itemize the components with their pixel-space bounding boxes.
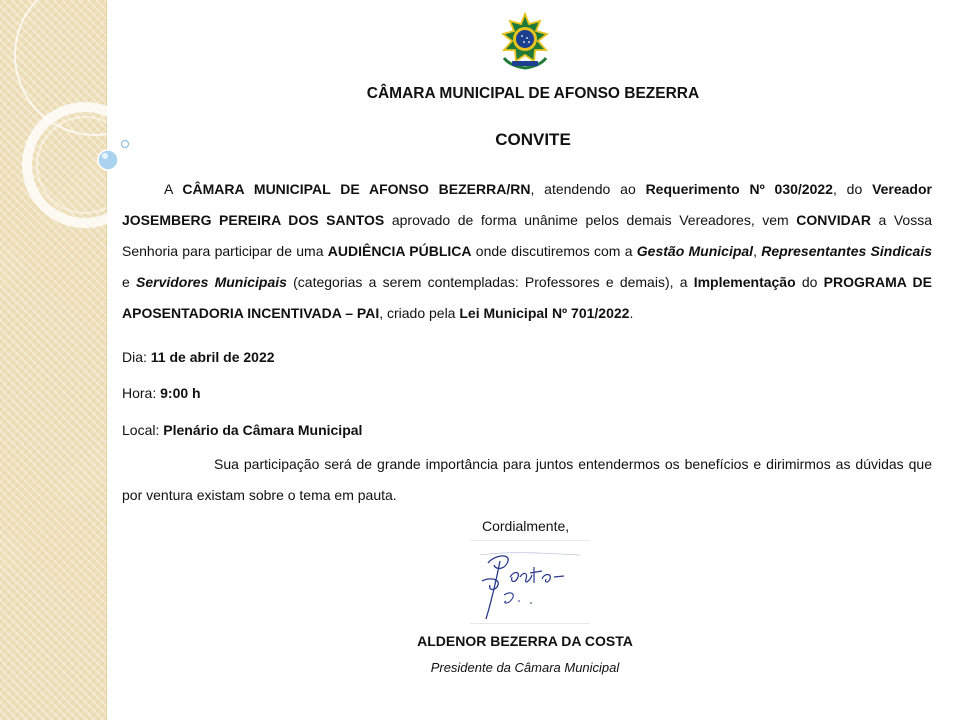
signer-role: Presidente da Câmara Municipal bbox=[430, 660, 620, 675]
signer-name: ALDENOR BEZERRA DA COSTA bbox=[417, 633, 633, 649]
institution-heading: CÂMARA MUNICIPAL DE AFONSO BEZERRA bbox=[366, 85, 700, 102]
event-location: Local: Plenário da Câmara Municipal bbox=[122, 422, 363, 438]
handwritten-signature bbox=[470, 540, 590, 624]
salutation: Cordialmente, bbox=[482, 518, 570, 534]
closing-paragraph: Sua participação será de grande importância para juntos entendermos os benefícios e dirimirmos as dúvidas que por ventura existam sobre o tema em pauta. bbox=[122, 456, 932, 503]
document-title: CONVITE bbox=[495, 130, 571, 149]
event-date: Dia: 11 de abril de 2022 bbox=[122, 349, 275, 365]
brazil-coat-of-arms-icon bbox=[496, 12, 554, 72]
invitation-body: A CÂMARA MUNICIPAL DE AFONSO BEZERRA/RN, atendendo ao Requerimento Nº 030/2022, do Vereador JOSEMBERG PEREIRA DOS SANTOS aprovado de forma unânime pelos demais Vereadores, vem CONVIDAR a Vossa Senhoria para participar de uma AUDIÊNCIA PÚBLICA onde discutiremos com a Gestão Municipal, Representantes Sindicais e Servidores Municipais (categorias a serem contempladas: Professores e demais), a Implementação do PROGRAMA DE APOSENTADORIA INCENTIVADA – PAI, criado pela Lei Municipal Nº 701/2022. bbox=[122, 181, 933, 321]
event-time: Hora: 9:00 h bbox=[122, 385, 201, 401]
